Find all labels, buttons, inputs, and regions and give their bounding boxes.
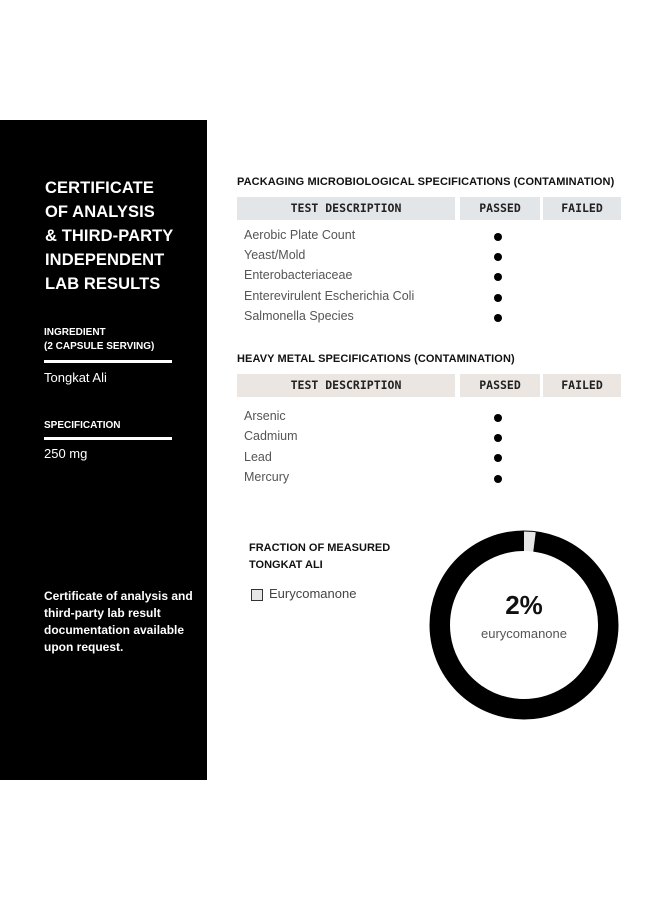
micro-header-failed: FAILED — [543, 197, 621, 220]
donut-slice-eurycomanone — [524, 541, 535, 542]
passed-dot — [494, 454, 502, 462]
metals-row-label: Arsenic — [244, 409, 286, 423]
micro-row-label: Enterobacteriaceae — [244, 268, 353, 282]
ingredient-label — [44, 326, 154, 354]
passed-dot — [494, 233, 502, 241]
donut-slice-other — [440, 541, 608, 709]
title-line: & THIRD-PARTY — [45, 227, 174, 245]
title-line: LAB RESULTS — [45, 275, 161, 293]
micro-section-title: PACKAGING MICROBIOLOGICAL SPECIFICATIONS (CONTAMINATION) — [237, 176, 615, 188]
metals-row-label: Cadmium — [244, 429, 298, 443]
passed-dot — [494, 273, 502, 281]
fraction-title-line: FRACTION OF MEASURED — [249, 542, 391, 554]
specification-label: SPECIFICATION — [44, 420, 121, 431]
passed-dot — [494, 434, 502, 442]
passed-dot — [494, 314, 502, 322]
percent-value: 2% — [505, 590, 543, 620]
micro-header-test-description: TEST DESCRIPTION — [237, 197, 455, 220]
specification-value: 250 mg — [44, 446, 88, 461]
availability-note: Certificate of analysis and third-party lab result documentation available upon request. — [44, 589, 193, 654]
passed-dot — [494, 253, 502, 261]
micro-row-label: Yeast/Mold — [244, 248, 306, 262]
title-line: INDEPENDENT — [45, 251, 165, 269]
metals-header-test-description: TEST DESCRIPTION — [237, 374, 455, 397]
certificate-title — [45, 176, 200, 296]
metals-row-label: Mercury — [244, 470, 290, 484]
legend-swatch — [251, 589, 263, 601]
donut-chart — [428, 529, 620, 721]
passed-dot — [494, 294, 502, 302]
metals-header-passed: PASSED — [460, 374, 540, 397]
passed-dot — [494, 414, 502, 422]
ingredient-value: Tongkat Ali — [44, 370, 107, 385]
micro-row-label: Salmonella Species — [244, 309, 354, 323]
fraction-title — [249, 540, 409, 574]
percent-label: eurycomanone — [481, 626, 567, 641]
right-panel — [207, 120, 660, 780]
fraction-title-line: TONGKAT ALI — [249, 559, 323, 571]
micro-header-passed: PASSED — [460, 197, 540, 220]
passed-dot — [494, 475, 502, 483]
metals-section-title: HEAVY METAL SPECIFICATIONS (CONTAMINATION) — [237, 353, 515, 365]
left-panel — [0, 120, 207, 780]
specification-divider — [44, 437, 172, 440]
title-line: OF ANALYSIS — [45, 203, 155, 221]
legend-label: Eurycomanone — [269, 586, 357, 601]
ingredient-label-text: INGREDIENT — [44, 327, 106, 338]
ingredient-sub-label: (2 CAPSULE SERVING) — [44, 341, 155, 352]
ingredient-divider — [44, 360, 172, 363]
metals-row-label: Lead — [244, 450, 272, 464]
micro-row-label: Aerobic Plate Count — [244, 228, 356, 242]
metals-header-failed: FAILED — [543, 374, 621, 397]
title-line: CERTIFICATE — [45, 179, 154, 197]
micro-row-label: Enterevirulent Escherichia Coli — [244, 289, 415, 303]
